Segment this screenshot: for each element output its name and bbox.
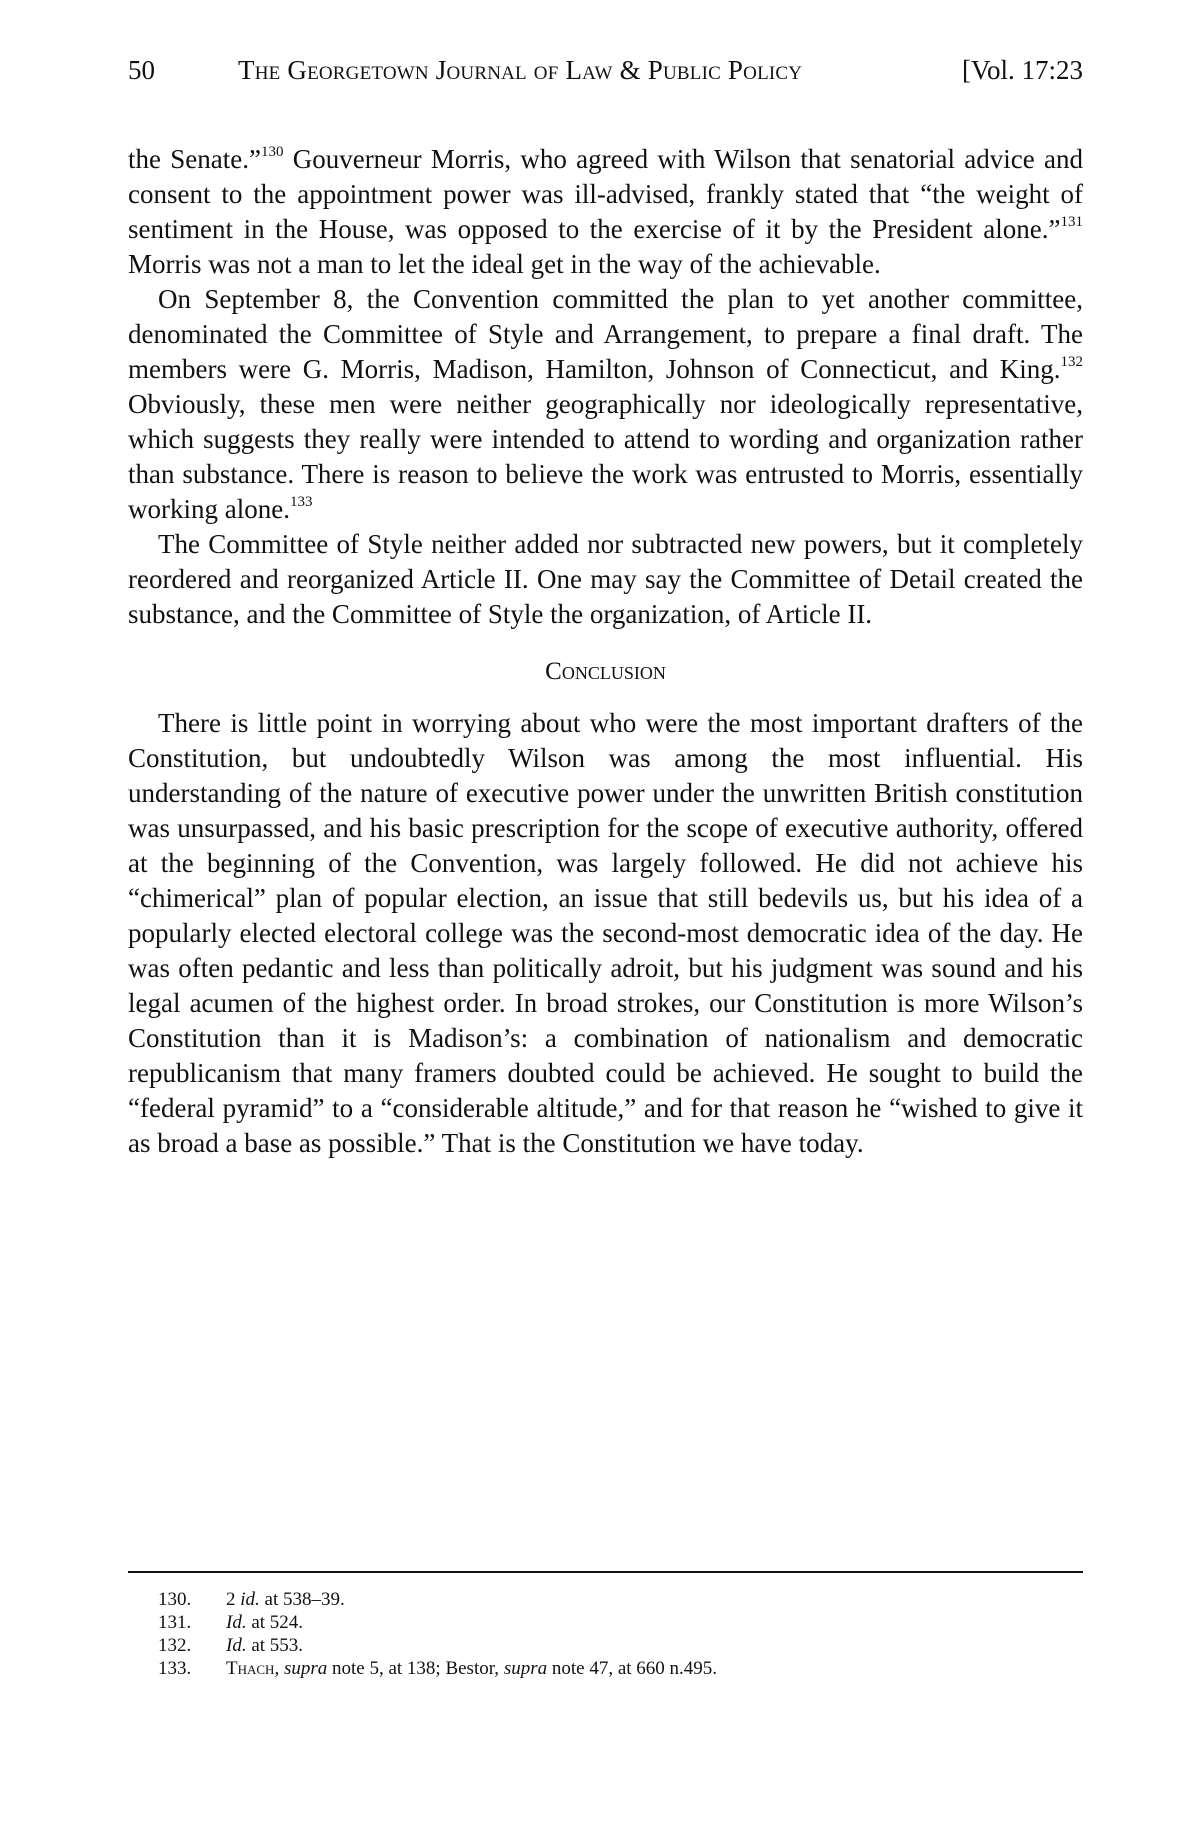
footnote-divider [128, 1571, 1083, 1573]
section-heading-conclusion: Conclusion [545, 658, 666, 685]
paragraph-4: There is little point in worrying about who were the most important drafters of the Constitution, but undoubtedly Wilson was among the most influential. His understanding of the nature of executive power under the unwritten British constitution was unsurpassed, and his basic prescription for the scope of executive authority, offered at the beginning of the Convention, was largely followed. He did not achieve his “chimerical” plan of popular election, an issue that still bedevils us, but his idea of a popularly elected electoral college was the second-most democratic idea of the day. He was often pedantic and less than politically adroit, but his judgment was sound and his legal acumen of the highest order. In broad strokes, our Constitution is more Wilson’s Constitution than it is Madison’s: a combination of nationalism and democratic republicanism that many framers doubted could be achieved. He sought to build the “federal pyramid” to a “considerable altitude,” and for that reason he “wished to give it as broad a base as possible.” That is the Constitution we have today. [128, 708, 1083, 1158]
footnotes [128, 1588, 1083, 1680]
volume-citation: [Vol. 17:23 [961, 55, 1083, 85]
paragraph-3: The Committee of Style neither added nor subtracted new powers, but it completely reordered and reorganized Article II. One may say the Committee of Detail created the substance, and the Committee of Style the organization, of Article II. [128, 529, 1083, 629]
page-number: 50 [128, 55, 155, 85]
footnote-133: 133. Thach, supra note 5, at 138; Bestor, supra note 47, at 660 n.495. [158, 1658, 718, 1679]
footnote-number: 132. [158, 1635, 192, 1656]
footnote-ref-130[interactable]: 130 [260, 144, 284, 160]
footnote-number: 131. [158, 1612, 192, 1633]
footnote-ref-133[interactable]: 133 [289, 494, 313, 510]
running-header [128, 50, 1083, 90]
journal-title: The Georgetown Journal of Law & Public Policy [238, 55, 803, 85]
paragraph-2: On September 8, the Convention committed the plan to yet another committee, denominated the Committee of Style and Arrangement, to prepare a final draft. The members were G. Morris, Madison, Hamilton, Johnson of Connecticut, and King.$^{132}$ Obviously, these men were neither geographically nor ideologically representative, which suggests they really were intended to attend to wording and organization rather than substance. There is reason to believe the work was entrusted to Morris, essentially working alone.$^{133}$ [128, 284, 1083, 524]
body-text [128, 142, 1083, 1161]
paragraph-1: the Senate.”$^{130}$ Gouverneur Morris, who agreed with Wilson that senatorial advice and consent to the appointment power was ill-advised, frankly stated that “the weight of sentiment in the House, was opposed to the exercise of it by the President alone.”$^{131}$ Morris was not a man to let the ideal get in the way of the achievable. [128, 144, 1083, 279]
footnote-132: 132. Id. at 553. [158, 1635, 304, 1656]
footnote-130: 130. 2 id. at 538–39. [158, 1589, 345, 1610]
footnote-131: 131. Id. at 524. [158, 1612, 304, 1633]
footnote-ref-131[interactable]: 131 [1060, 214, 1083, 230]
footnote-number: 133. [158, 1658, 192, 1679]
footnote-ref-132[interactable]: 132 [1060, 354, 1083, 370]
footnote-number: 130. [158, 1589, 192, 1610]
